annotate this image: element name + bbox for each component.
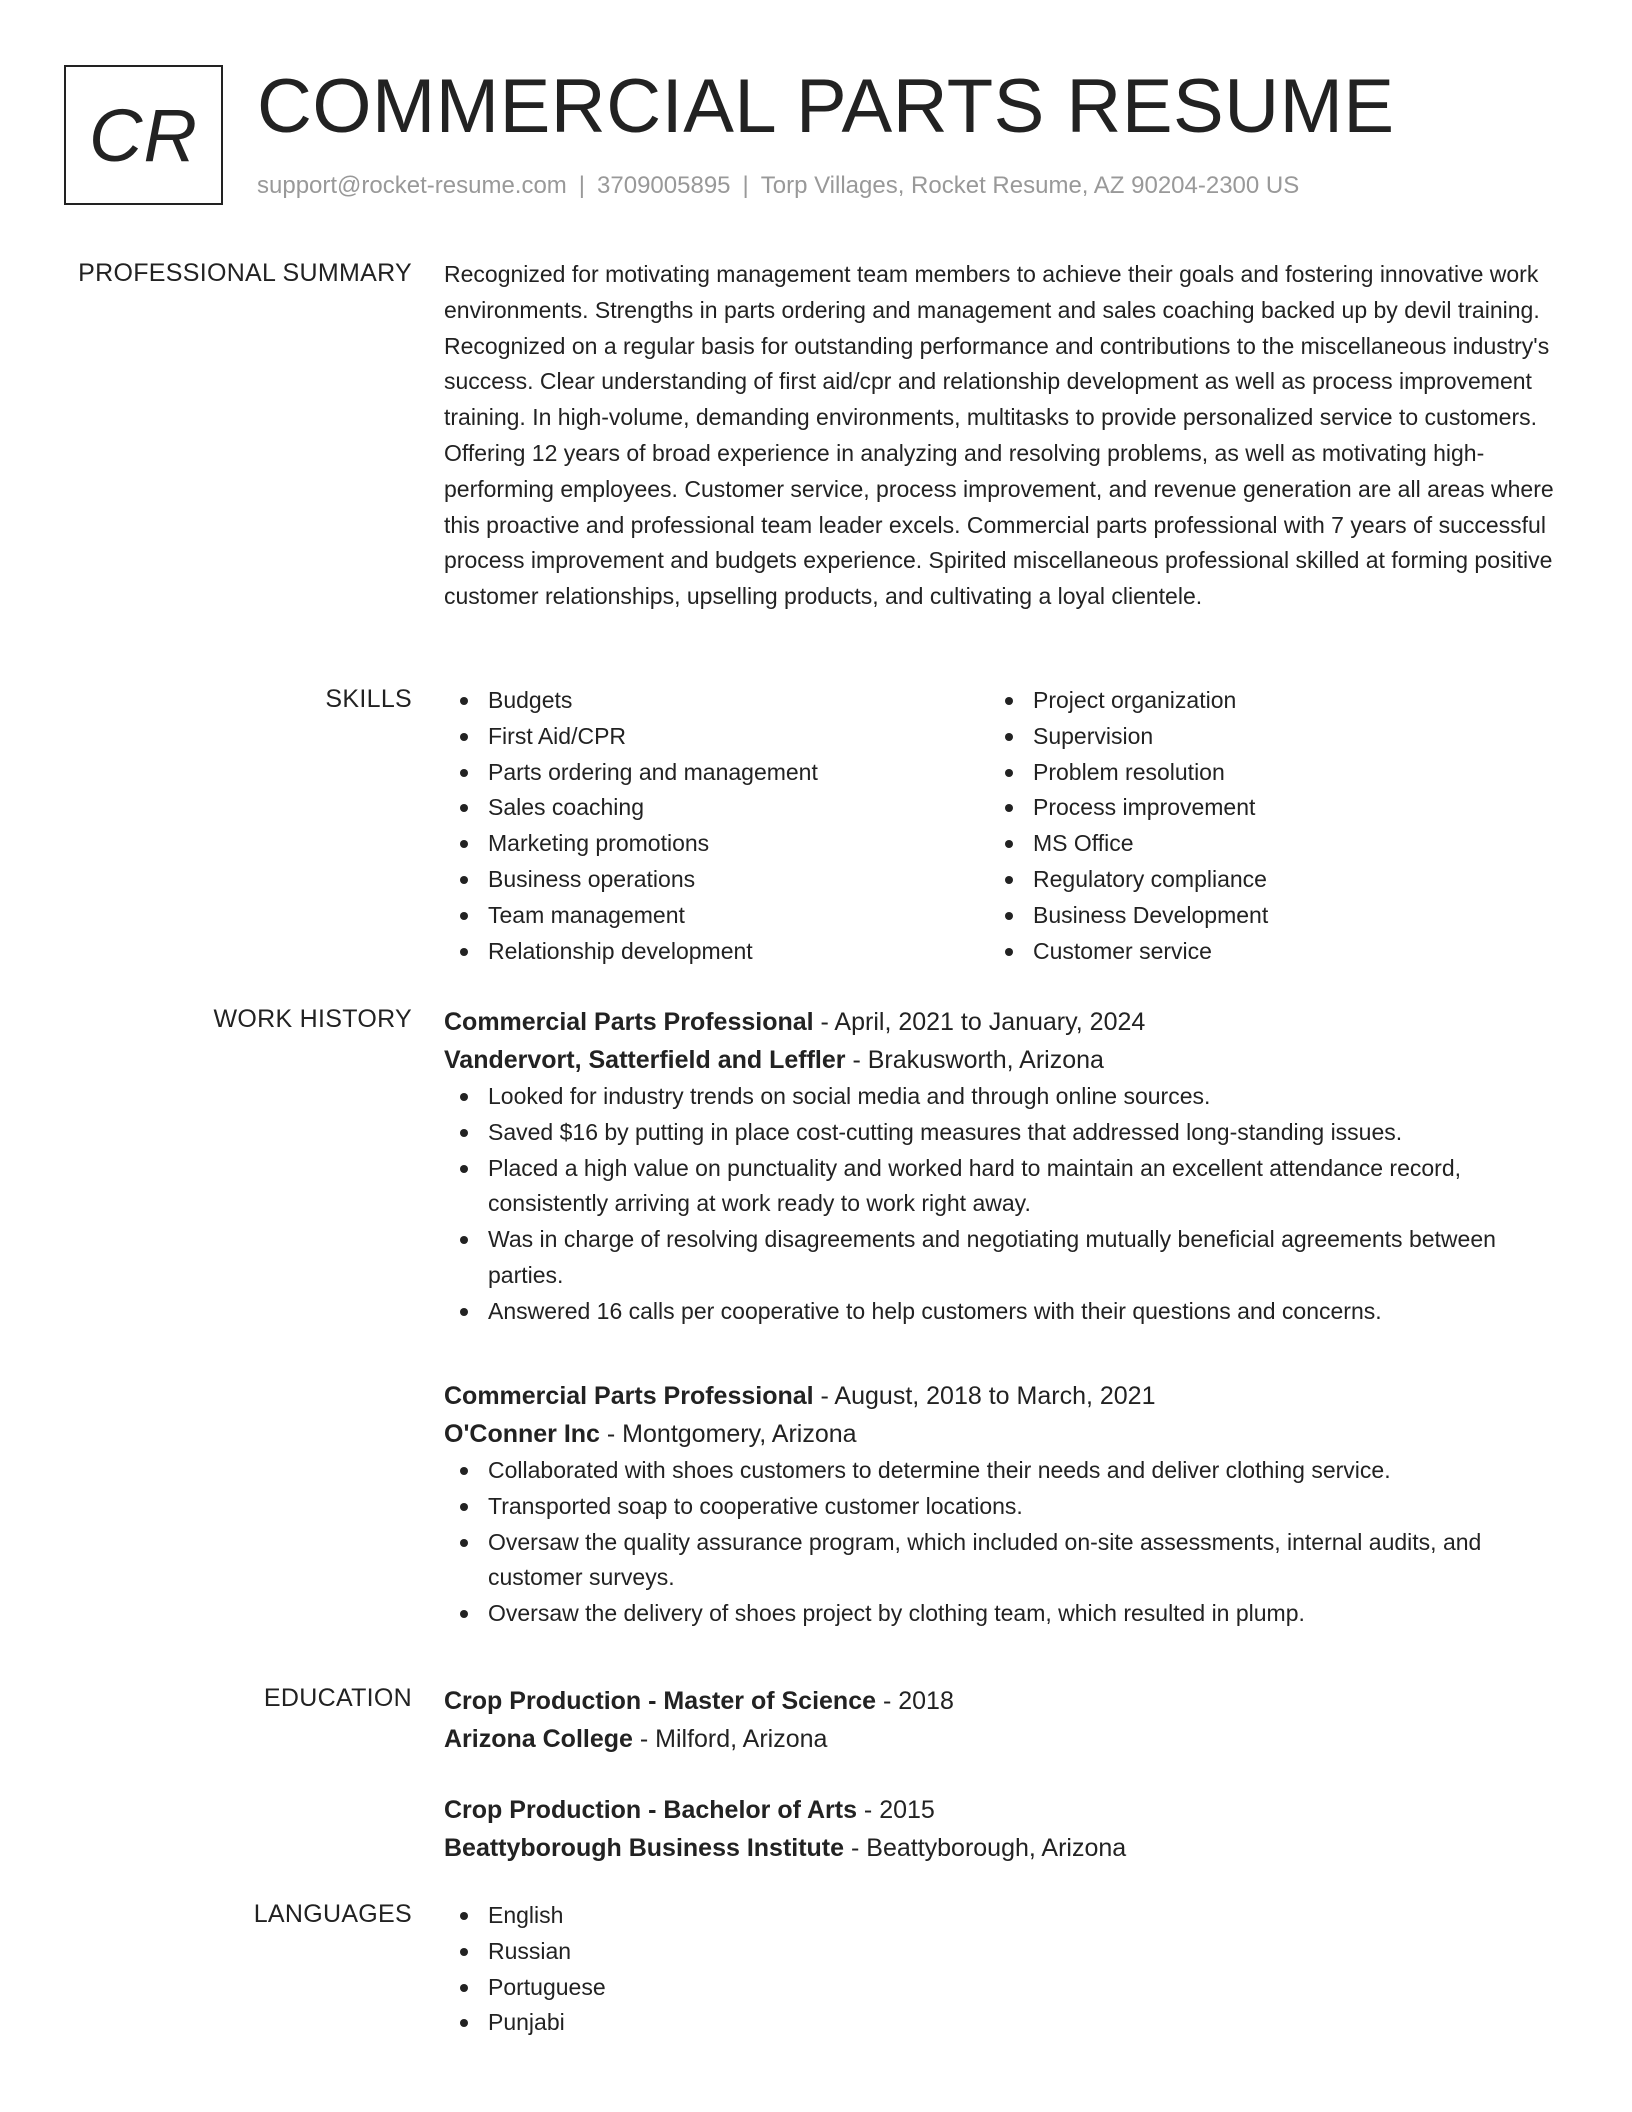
skills-column-right [989, 683, 1529, 969]
education-school: Arizona College [444, 1725, 633, 1753]
page-title: COMMERCIAL PARTS RESUME [257, 64, 1395, 149]
education-location: - Milford, Arizona [632, 1725, 828, 1753]
skill-item: Relationship development [488, 934, 984, 970]
languages-section [64, 1898, 1564, 2058]
skill-item: First Aid/CPR [488, 719, 984, 755]
job-company-line [444, 1041, 1554, 1079]
skills-section [64, 683, 1564, 983]
job-dates: - August, 2018 to March, 2021 [813, 1382, 1156, 1410]
education-entry [444, 1791, 1554, 1867]
skill-item: Parts ordering and management [488, 755, 984, 791]
skill-item: Supervision [1033, 719, 1529, 755]
summary-section [64, 257, 1564, 657]
contact-phone: 3709005895 [597, 172, 731, 199]
work-history-section [64, 1003, 1564, 1663]
languages-list [444, 1898, 1554, 2041]
skill-item: Customer service [1033, 934, 1529, 970]
job-entry [444, 1003, 1554, 1330]
skills-list-right [989, 683, 1529, 969]
language-item: Punjabi [488, 2005, 1554, 2041]
job-duty-item: Was in charge of resolving disagreements and negotiating mutually beneficial agreements between parties. [488, 1222, 1554, 1294]
job-title: Commercial Parts Professional [444, 1008, 814, 1036]
language-item: Russian [488, 1934, 1554, 1970]
education-school: Beattyborough Business Institute [444, 1834, 845, 1862]
education-school-line [444, 1720, 1554, 1758]
languages-body [444, 1898, 1554, 2048]
skill-item: Process improvement [1033, 790, 1529, 826]
job-duty-item: Saved $16 by putting in place cost-cutting measures that addressed long-standing issues. [488, 1115, 1554, 1151]
summary-body [444, 257, 1554, 615]
job-duty-item: Looked for industry trends on social media and through online sources. [488, 1079, 1554, 1115]
education-year: - 2018 [876, 1687, 954, 1715]
contact-separator: | [578, 172, 586, 199]
skill-item: Business operations [488, 862, 984, 898]
education-section [64, 1682, 1564, 1867]
education-year: - 2015 [856, 1796, 935, 1824]
resume-header [64, 65, 1584, 210]
job-duty-item: Oversaw the delivery of shoes project by clothing team, which resulted in plump. [488, 1596, 1554, 1632]
skill-item: Business Development [1033, 898, 1529, 934]
job-company: O'Conner Inc [444, 1420, 600, 1448]
contact-email: support@rocket-resume.com [257, 172, 567, 199]
job-duty-item: Oversaw the quality assurance program, which included on-site assessments, internal audits, and customer surveys. [488, 1525, 1554, 1597]
education-location: - Beattyborough, Arizona [844, 1834, 1127, 1862]
job-location: - Montgomery, Arizona [599, 1420, 857, 1448]
job-duty-item: Placed a high value on punctuality and worked hard to maintain an excellent attendance record, consistently arriving at work ready to work right away. [488, 1151, 1554, 1223]
job-duty-item: Transported soap to cooperative customer locations. [488, 1489, 1554, 1525]
job-entry [444, 1377, 1554, 1632]
skills-list-left [444, 683, 984, 969]
education-degree-line [444, 1791, 1554, 1829]
education-degree-line [444, 1682, 1554, 1720]
skill-item: Regulatory compliance [1033, 862, 1529, 898]
contact-line [257, 171, 1299, 201]
skill-item: MS Office [1033, 826, 1529, 862]
job-title: Commercial Parts Professional [444, 1382, 814, 1410]
summary-text: Recognized for motivating management team members to achieve their goals and fostering innovative work environments. Strengths in parts ordering and management and sales coaching backed up by devil training. Recognized on a regular basis for outstanding performance and contributions to the miscellaneous industry's success. Clear understanding of first aid/cpr and relationship development as well as process improvement training. In high-volume, demanding environments, multitasks to provide personalized service to customers. Offering 12 years of broad experience in analyzing and resolving problems, as well as motivating high-performing employees. Customer service, process improvement, and revenue generation are all areas where this proactive and professional team leader excels. Commercial parts professional with 7 years of successful process improvement and budgets experience. Spirited miscellaneous professional skilled at forming positive customer relationships, upselling products, and cultivating a loyal clientele. [444, 261, 1554, 610]
education-degree: Crop Production - Master of Science [444, 1687, 877, 1715]
skills-column-left [444, 683, 984, 969]
job-title-line [444, 1377, 1554, 1415]
monogram-logo: CR [64, 65, 223, 205]
job-company-line [444, 1415, 1554, 1453]
education-body [444, 1682, 1554, 1862]
section-label-summary: PROFESSIONAL SUMMARY [78, 259, 412, 287]
skill-item: Marketing promotions [488, 826, 984, 862]
education-degree: Crop Production - Bachelor of Arts [444, 1796, 857, 1824]
skills-body [444, 683, 1554, 973]
job-title-line [444, 1003, 1554, 1041]
section-label-languages: LANGUAGES [253, 1900, 412, 1928]
job-dates: - April, 2021 to January, 2024 [813, 1008, 1146, 1036]
work-history-body [444, 1003, 1554, 1653]
section-label-work-history: WORK HISTORY [213, 1005, 412, 1033]
section-label-skills: SKILLS [325, 685, 412, 713]
job-company: Vandervort, Satterfield and Leffler [444, 1046, 846, 1074]
education-entry [444, 1682, 1554, 1758]
skill-item: Budgets [488, 683, 984, 719]
skill-item: Project organization [1033, 683, 1529, 719]
contact-separator: | [742, 172, 749, 199]
job-duty-item: Answered 16 calls per cooperative to help customers with their questions and concerns. [488, 1294, 1554, 1330]
skill-item: Problem resolution [1033, 755, 1529, 791]
section-label-education: EDUCATION [263, 1684, 412, 1712]
job-duties-list [444, 1453, 1554, 1632]
language-item: Portuguese [488, 1970, 1554, 2006]
job-duty-item: Collaborated with shoes customers to determine their needs and deliver clothing service. [488, 1453, 1554, 1489]
job-duties-list [444, 1079, 1554, 1330]
skill-item: Sales coaching [488, 790, 984, 826]
skill-item: Team management [488, 898, 984, 934]
education-school-line [444, 1829, 1554, 1867]
language-item: English [488, 1898, 1554, 1934]
contact-address: Torp Villages, Rocket Resume, AZ 90204-2300 US [760, 172, 1300, 199]
job-location: - Brakusworth, Arizona [845, 1046, 1104, 1074]
